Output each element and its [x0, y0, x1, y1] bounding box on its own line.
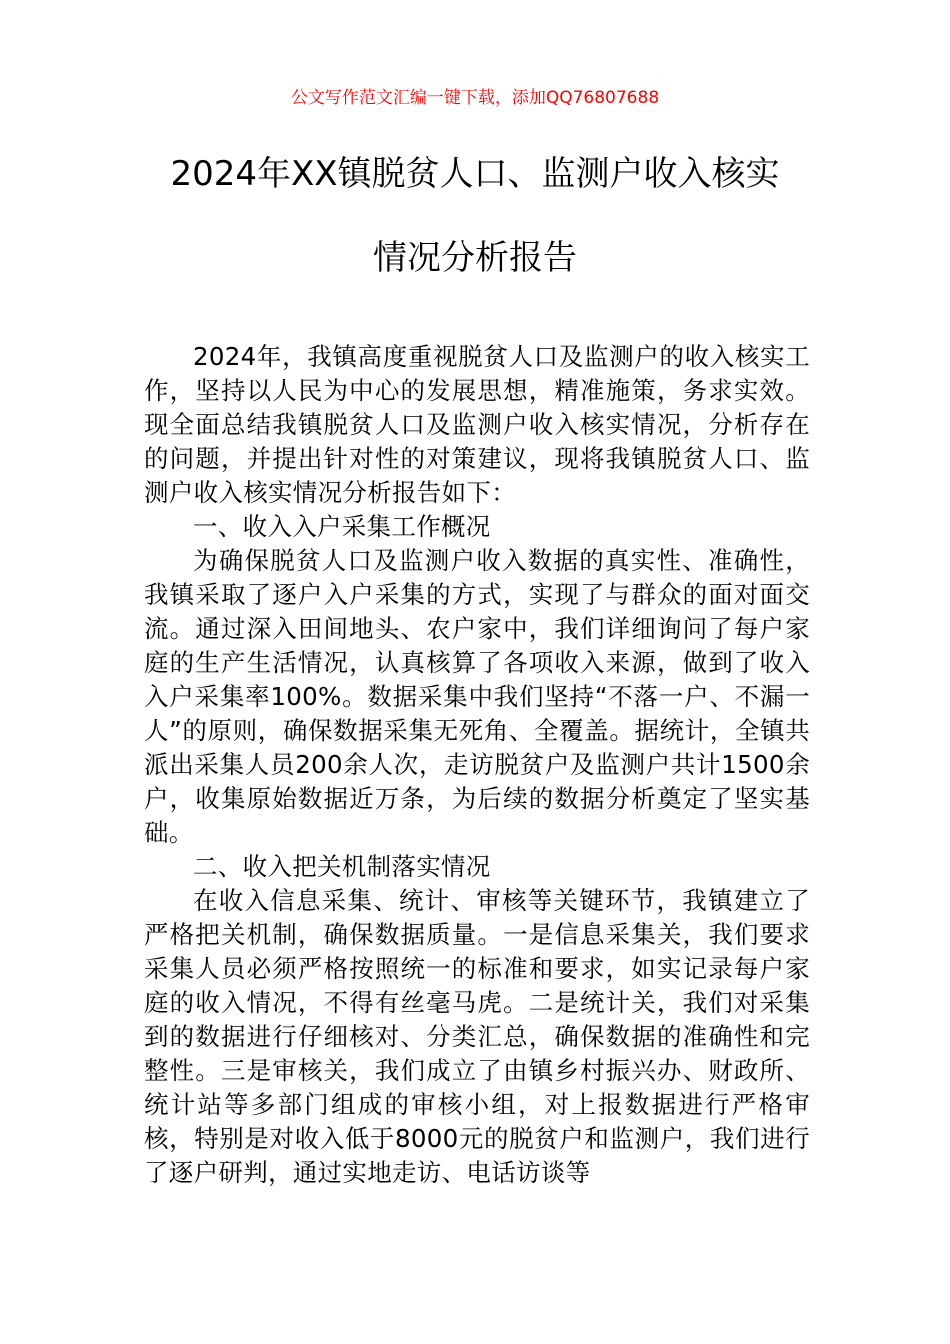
section-2-paragraph: 在收入信息采集、统计、审核等关键环节，我镇建立了严格把关机制，确保数据质量。一是信息采集关，我们要求采集人员必须严格按照统一的标准和要求，如实记录每户家庭的收入情况，不得有丝毫马虎。二是统计关，我们对采集到的数据进行仔细核对、分类汇总，确保数据的准确性和完整性。三是审核关，我们成立了由镇乡村振兴办、财政所、统计站等多部门组成的审核小组，对上报数据进行严格审核，特别是对收入低于8000元的脱贫户和监测户，我们进行了逐户研判，通过实地走访、电话访谈等 [144, 886, 810, 1187]
title-line-2: 情况分析报告 [373, 238, 577, 278]
section-1-paragraph: 为确保脱贫人口及监测户收入数据的真实性、准确性，我镇采取了逐户入户采集的方式，实现了与群众的面对面交流。通过深入田间地头、农户家中，我们详细询问了每户家庭的生产生活情况，认真核算了各项收入来源，做到了收入入户采集率100%。数据采集中我们坚持“不落一户、不漏一人”的原则，确保数据采集无死角、全覆盖。据统计，全镇共派出采集人员200余人次，走访脱贫户及监测户共计1500余户，收集原始数据近万条，为后续的数据分析奠定了坚实基础。 [144, 546, 810, 847]
document-body [144, 340, 810, 1190]
document-title [140, 150, 810, 282]
section-1-heading: 一、收入入户采集工作概况 [193, 512, 491, 541]
promo-header-note: 公文写作范文汇编一键下载，添加QQ76807688 [290, 88, 660, 108]
section-2-heading: 二、收入把关机制落实情况 [193, 852, 491, 881]
intro-paragraph: 2024年，我镇高度重视脱贫人口及监测户的收入核实工作，坚持以人民为中心的发展思想，精准施策，务求实效。现全面总结我镇脱贫人口及监测户收入核实情况，分析存在的问题，并提出针对性的对策建议，现将我镇脱贫人口、监测户收入核实情况分析报告如下： [144, 342, 810, 507]
title-line-1: 2024年XX镇脱贫人口、监测户收入核实 [170, 154, 780, 194]
